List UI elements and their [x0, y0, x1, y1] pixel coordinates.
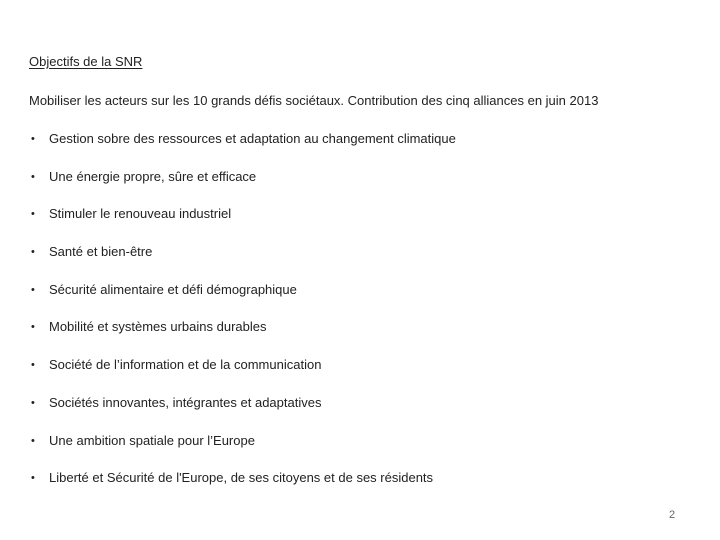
- bullet-icon: •: [31, 321, 35, 334]
- bullet-icon: •: [31, 133, 35, 145]
- list-item: [29, 281, 456, 319]
- slide-heading: Objectifs de la SNR: [29, 54, 143, 69]
- list-item-text: Gestion sobre des ressources et adaptation au changement climatique: [49, 131, 456, 146]
- bullet-icon: •: [31, 472, 35, 485]
- list-item-text: Une ambition spatiale pour l’Europe: [49, 432, 255, 448]
- list-item-text: Santé et bien-être: [49, 244, 153, 260]
- bullet-icon: •: [31, 208, 35, 221]
- list-item: [29, 168, 456, 206]
- list-item-text: Stimuler le renouveau industriel: [49, 206, 232, 222]
- list-item-text: Une énergie propre, sûre et efficace: [49, 168, 257, 184]
- bullet-icon: •: [31, 396, 35, 409]
- list-item-text: Sécurité alimentaire et défi démographique: [49, 281, 297, 297]
- list-item: [29, 243, 456, 281]
- bullet-icon: •: [31, 283, 35, 296]
- challenge-list: [29, 130, 456, 507]
- bullet-icon: •: [31, 434, 35, 447]
- intro-text: Mobiliser les acteurs sur les 10 grands défis sociétaux. Contribution des cinq alliances en juin 2013: [29, 93, 599, 108]
- bullet-icon: •: [31, 359, 35, 372]
- list-item: [29, 394, 456, 432]
- list-item: [29, 205, 456, 243]
- bullet-icon: •: [31, 246, 35, 259]
- list-item: [29, 318, 456, 356]
- list-item-text: Société de l’information et de la communication: [49, 357, 322, 373]
- list-item: [29, 432, 456, 470]
- list-item: [29, 356, 456, 394]
- list-item-text: Mobilité et systèmes urbains durables: [49, 319, 267, 335]
- page-number: 2: [669, 509, 676, 521]
- bullet-icon: •: [31, 170, 35, 183]
- list-item: [29, 130, 456, 168]
- list-item: [29, 469, 456, 507]
- list-item-text: Liberté et Sécurité de l'Europe, de ses citoyens et de ses résidents: [49, 470, 434, 486]
- list-item-text: Sociétés innovantes, intégrantes et adaptatives: [49, 394, 322, 410]
